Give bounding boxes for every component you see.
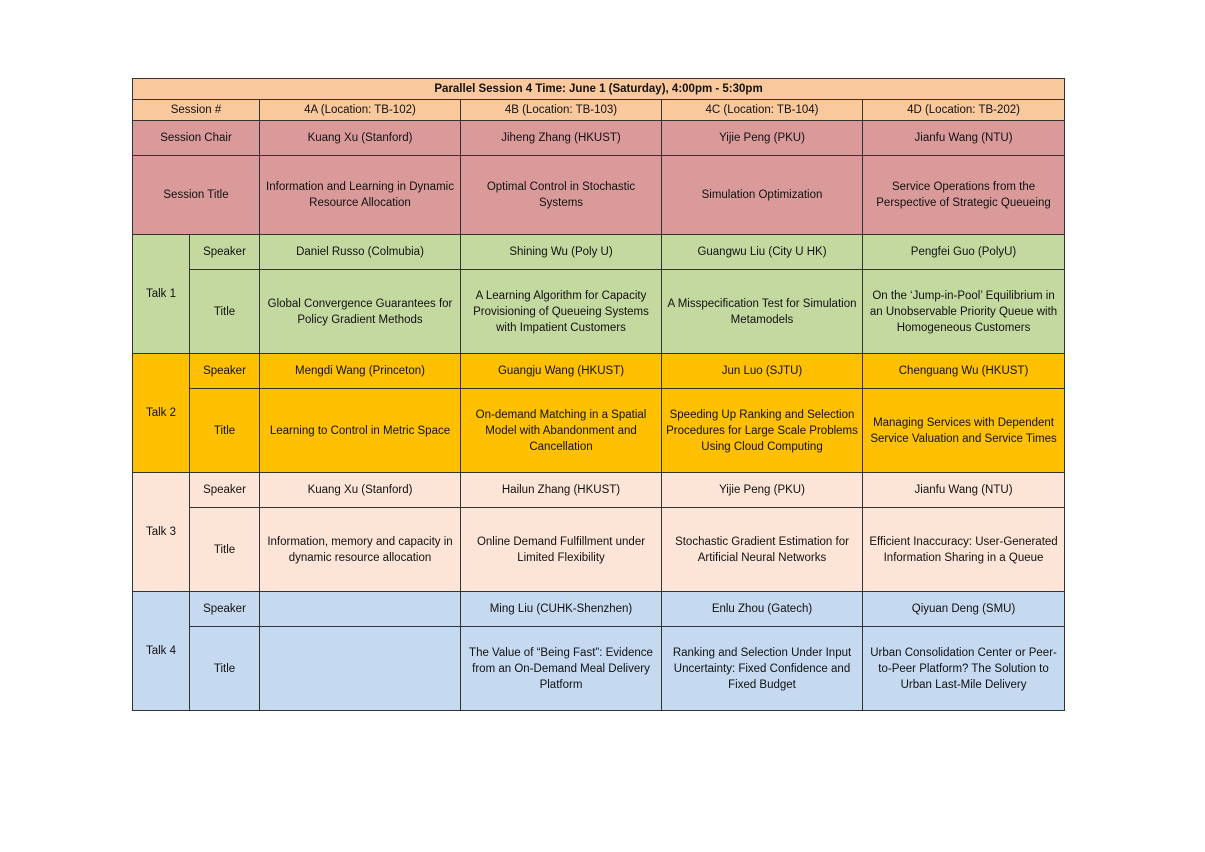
speaker-label: Speaker [190, 235, 260, 270]
title-label: Title [190, 270, 260, 354]
talk-4-speaker-4c: Enlu Zhou (Gatech) [662, 592, 863, 627]
talk-1-speaker-4c: Guangwu Liu (City U HK) [662, 235, 863, 270]
talk-3-title-row [133, 508, 1065, 592]
talk-1-title-4c: A Misspecification Test for Simulation Metamodels [662, 270, 863, 354]
talk-3-title-4a: Information, memory and capacity in dynamic resource allocation [260, 508, 461, 592]
title-4d: Service Operations from the Perspective of Strategic Queueing [863, 156, 1065, 235]
chair-4d: Jianfu Wang (NTU) [863, 121, 1065, 156]
talk-1-speaker-4d: Pengfei Guo (PolyU) [863, 235, 1065, 270]
talk-3-title-4c: Stochastic Gradient Estimation for Artificial Neural Networks [662, 508, 863, 592]
talk-2-speaker-4d: Chenguang Wu (HKUST) [863, 354, 1065, 389]
session-number-label: Session # [133, 100, 260, 121]
talk-3-speaker-4d: Jianfu Wang (NTU) [863, 473, 1065, 508]
talk-2-title-row [133, 389, 1065, 473]
title-4b: Optimal Control in Stochastic Systems [461, 156, 662, 235]
talk-4-label: Talk 4 [133, 592, 190, 711]
session-4c: 4C (Location: TB-104) [662, 100, 863, 121]
talk-3-speaker-4c: Yijie Peng (PKU) [662, 473, 863, 508]
talk-1-speaker-4b: Shining Wu (Poly U) [461, 235, 662, 270]
title-label: Title [190, 508, 260, 592]
title-4c: Simulation Optimization [662, 156, 863, 235]
talk-4-title-4b: The Value of “Being Fast”: Evidence from an On-Demand Meal Delivery Platform [461, 627, 662, 711]
talk-3-label: Talk 3 [133, 473, 190, 592]
speaker-label: Speaker [190, 473, 260, 508]
chair-4b: Jiheng Zhang (HKUST) [461, 121, 662, 156]
talk-1-title-4d: On the ‘Jump-in-Pool’ Equilibrium in an Unobservable Priority Queue with Homogeneous Customers [863, 270, 1065, 354]
talk-1-speaker-4a: Daniel Russo (Colmubia) [260, 235, 461, 270]
session-4b: 4B (Location: TB-103) [461, 100, 662, 121]
session-chair-row [133, 121, 1065, 156]
title-label: Title [190, 389, 260, 473]
talk-1-title-4b: A Learning Algorithm for Capacity Provisioning of Queueing Systems with Impatient Customers [461, 270, 662, 354]
schedule-table [132, 78, 1065, 711]
talk-3-speaker-4b: Hailun Zhang (HKUST) [461, 473, 662, 508]
session-title-row [133, 156, 1065, 235]
talk-4-title-4c: Ranking and Selection Under Input Uncertainty: Fixed Confidence and Fixed Budget [662, 627, 863, 711]
chair-4c: Yijie Peng (PKU) [662, 121, 863, 156]
talk-2-speaker-4c: Jun Luo (SJTU) [662, 354, 863, 389]
talk-4-speaker-row [133, 592, 1065, 627]
talk-3-title-4d: Efficient Inaccuracy: User-Generated Information Sharing in a Queue [863, 508, 1065, 592]
session-chair-label: Session Chair [133, 121, 260, 156]
talk-3-speaker-row [133, 473, 1065, 508]
talk-4-speaker-4d: Qiyuan Deng (SMU) [863, 592, 1065, 627]
talk-2-speaker-4a: Mengdi Wang (Princeton) [260, 354, 461, 389]
talk-2-speaker-4b: Guangju Wang (HKUST) [461, 354, 662, 389]
chair-4a: Kuang Xu (Stanford) [260, 121, 461, 156]
talk-3-title-4b: Online Demand Fulfillment under Limited Flexibility [461, 508, 662, 592]
talk-2-title-4b: On-demand Matching in a Spatial Model with Abandonment and Cancellation [461, 389, 662, 473]
talk-1-speaker-row [133, 235, 1065, 270]
session-header: Parallel Session 4 Time: June 1 (Saturday), 4:00pm - 5:30pm [133, 79, 1065, 100]
talk-4-speaker-4a [260, 592, 461, 627]
talk-4-title-row [133, 627, 1065, 711]
title-label: Title [190, 627, 260, 711]
talk-4-title-4a [260, 627, 461, 711]
talk-1-label: Talk 1 [133, 235, 190, 354]
session-title-label: Session Title [133, 156, 260, 235]
talk-2-speaker-row [133, 354, 1065, 389]
session-number-row [133, 100, 1065, 121]
talk-4-speaker-4b: Ming Liu (CUHK-Shenzhen) [461, 592, 662, 627]
speaker-label: Speaker [190, 592, 260, 627]
talk-1-title-row [133, 270, 1065, 354]
talk-1-title-4a: Global Convergence Guarantees for Policy Gradient Methods [260, 270, 461, 354]
session-4d: 4D (Location: TB-202) [863, 100, 1065, 121]
session-4a: 4A (Location: TB-102) [260, 100, 461, 121]
speaker-label: Speaker [190, 354, 260, 389]
talk-2-title-4d: Managing Services with Dependent Service Valuation and Service Times [863, 389, 1065, 473]
title-4a: Information and Learning in Dynamic Resource Allocation [260, 156, 461, 235]
talk-3-speaker-4a: Kuang Xu (Stanford) [260, 473, 461, 508]
talk-4-title-4d: Urban Consolidation Center or Peer-to-Peer Platform? The Solution to Urban Last-Mile Delivery [863, 627, 1065, 711]
talk-2-title-4c: Speeding Up Ranking and Selection Procedures for Large Scale Problems Using Cloud Computing [662, 389, 863, 473]
talk-2-label: Talk 2 [133, 354, 190, 473]
header-row [133, 79, 1065, 100]
talk-2-title-4a: Learning to Control in Metric Space [260, 389, 461, 473]
